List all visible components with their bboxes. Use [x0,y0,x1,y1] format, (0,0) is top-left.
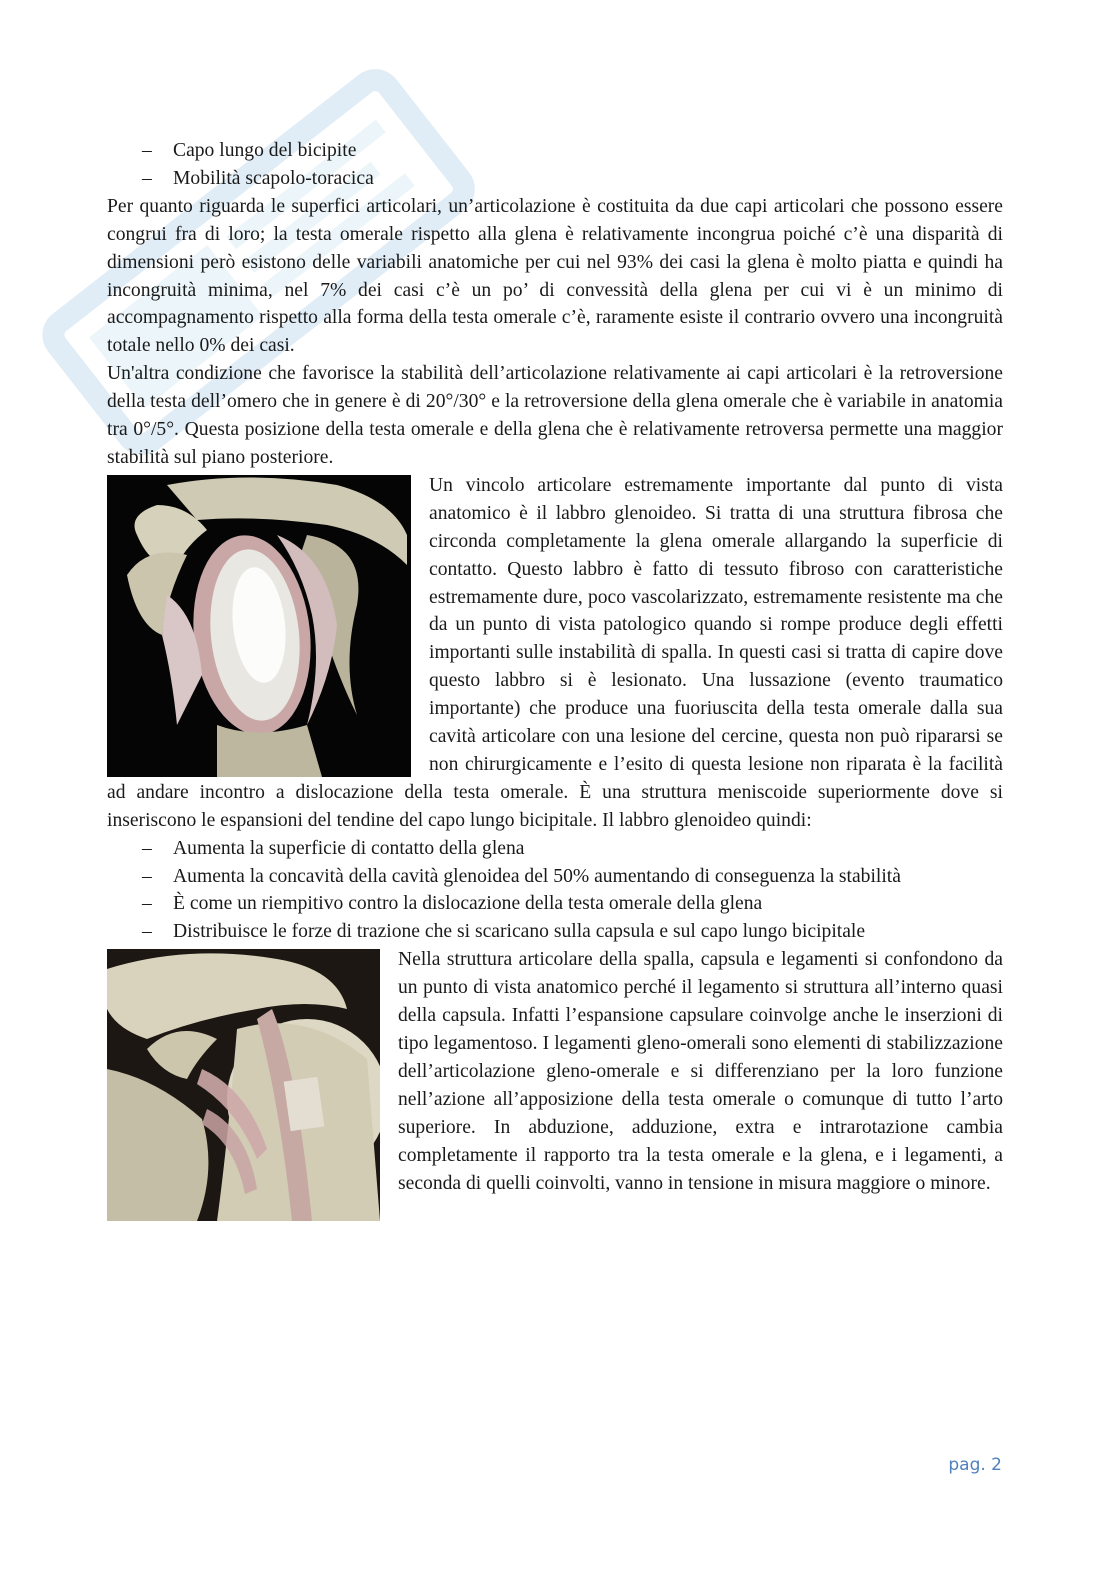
dash-icon: – [142,893,152,915]
list-item: – Capo lungo del bicipite [107,137,1003,165]
bullet-list-top [107,137,1003,193]
dash-icon: – [142,167,152,189]
bullet-list-labrum [107,835,1003,947]
paragraph-glenoid-labrum: Un vincolo articolare estremamente importante dal punto di vista anatomico è il labbro glenoideo. Si tratta di una struttura fibrosa che circonda completamente la glena omerale allargando la superficie di contatto. Questo labbro è fatto di tessuto fibroso con caratteristiche estremamente dure, poco vascolarizzato, estremamente resistente ma che da un punto di vista patologico quando si rompe produce degli effetti importanti sulle instabilità di spalla. In questi casi si tratta di capire dove questo labbro si è lesionato. Una lussazione (evento traumatico importante) che produce una fuoriuscita della testa omerale dalla sua cavità articolare con una lesione del cercine, questa non può ripararsi se non chirurgicamente e l’esito di questa lesione non riparata è la facilità ad andare incontro a dislocazione della testa omerale. È una struttura meniscoide superiormente dove si inseriscono le espansioni del tendine del capo lungo bicipitale. Il labbro glenoideo quindi: [107,474,1003,831]
paragraph-retroversion: Un'altra condizione che favorisce la stabilità dell’articolazione relativamente ai capi articolari è la retroversione della testa dell’omero che in genere è di 20°/30° e la retroversione della glena omerale che è variabile in anatomia tra 0°/5°. Questa posizione della testa omerale e della glena che è relativamente retroversa permette una maggior stabilità sul piano posteriore. [107,363,1003,468]
paragraph-articular-surfaces: Per quanto riguarda le superfici articolari, un’articolazione è costituita da due capi articolari che possono essere congrui fra di loro; la testa omerale rispetto alla glena è relativamente incongrua poiché c’è una disparità di dimensioni però esistono delle variabili anatomiche per cui nel 93% dei casi la glena è molto piatta e quindi ha incongruità minima, nel 7% dei casi c’è un po’ di convessità della glena per cui vi è un minimo di accompagnamento rispetto alla forma della testa omerale c’è, raramente esiste il contrario ovvero una incongruità totale nello 0% dei casi. [107,195,1003,357]
dash-icon: – [142,837,152,859]
dash-icon: – [142,865,152,887]
page-number: pag. 2 [948,1455,1002,1475]
dash-icon: – [142,921,152,943]
list-item: – È come un riempitivo contro la dislocazione della testa omerale della glena [107,890,1003,918]
paragraph-capsule-ligaments: Nella struttura articolare della spalla, capsula e legamenti si confondono da un punto di vista anatomico perché il legamento si struttura all’interno quasi della capsula. Infatti l’espansione capsulare coinvolge anche le inserzioni di tipo legamentoso. I legamenti gleno-omerali sono elementi di stabilizzazione dell’articolazione gleno-omerale e si differenziano per la loro funzione nell’azione all’apposizione della testa omerale o comunque di tutto l’arto superiore. In abduzione, adduzione, extra e intrarotazione cambia completamente il rapporto tra la testa omerale e la glena, e i legamenti, a seconda di quelli coinvolti, vanno in tensione in misura maggiore o minore. [398,949,1003,1194]
list-item: – Aumenta la superficie di contatto della glena [107,835,1003,863]
list-item: – Aumenta la concavità della cavità glenoidea del 50% aumentando di conseguenza la stabilità [107,863,1003,891]
page-body [107,137,1003,1221]
list-item: – Distribuisce le forze di trazione che si scaricano sulla capsula e sul capo lungo bicipitale [107,918,1003,946]
glenoid-labrum-illustration [107,475,411,777]
shoulder-ligaments-illustration [107,949,380,1221]
list-item: – Mobilità scapolo-toracica [107,165,1003,193]
dash-icon: – [142,140,152,161]
